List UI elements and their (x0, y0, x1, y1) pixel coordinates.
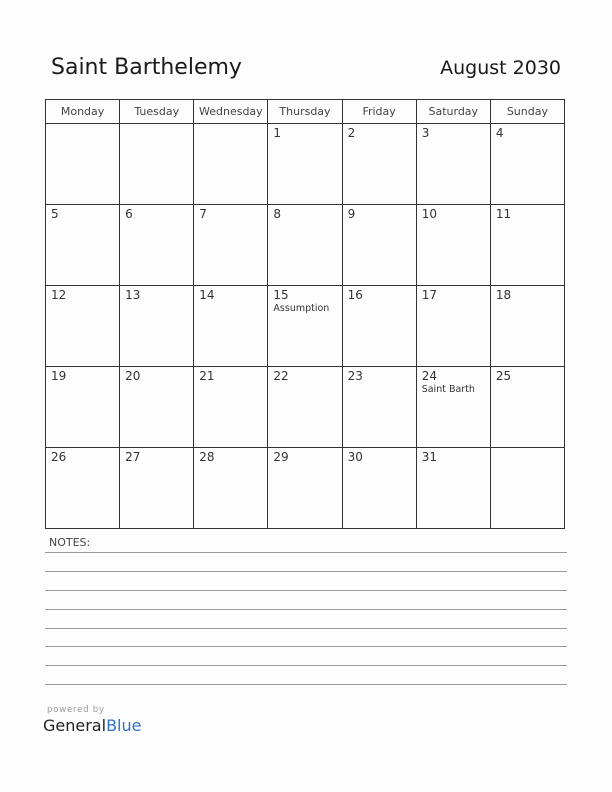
weekday-header: Thursday (268, 100, 342, 124)
weekday-header: Sunday (490, 100, 564, 124)
calendar-day-cell (490, 205, 564, 286)
calendar-week-row (46, 205, 565, 286)
calendar-day-cell (490, 286, 564, 367)
weekday-header: Wednesday (194, 100, 268, 124)
note-line (45, 590, 567, 591)
calendar-day-cell (194, 286, 268, 367)
weekday-header: Tuesday (120, 100, 194, 124)
calendar-week-row (46, 286, 565, 367)
calendar-day-cell (416, 124, 490, 205)
holiday-label: Saint Barth (421, 384, 475, 395)
weekday-header-row (46, 100, 565, 124)
calendar-day-cell (194, 124, 268, 205)
day-number: 10 (421, 207, 437, 221)
calendar-day-cell (268, 124, 342, 205)
calendar-day-cell (268, 448, 342, 529)
note-line (45, 665, 567, 666)
day-number: 17 (421, 288, 437, 302)
day-number: 1 (273, 126, 282, 140)
weekday-header: Friday (342, 100, 416, 124)
calendar-day-cell (342, 448, 416, 529)
calendar-day-cell (46, 286, 120, 367)
calendar-week-row (46, 448, 565, 529)
day-number: 11 (495, 207, 512, 221)
calendar-day-cell (268, 286, 342, 367)
day-number: 20 (125, 369, 141, 383)
day-number: 25 (495, 369, 512, 383)
day-number: 29 (273, 450, 289, 464)
day-number: 14 (199, 288, 215, 302)
calendar-day-cell (120, 205, 194, 286)
day-number: 31 (421, 450, 437, 464)
day-number: 23 (347, 369, 363, 383)
note-line (45, 628, 567, 629)
day-number: 9 (347, 207, 356, 221)
day-number: 28 (199, 450, 215, 464)
weekday-header: Monday (46, 100, 120, 124)
calendar-day-cell (46, 124, 120, 205)
calendar-month-title: August 2030 (440, 57, 561, 79)
brand-blue-text: Blue (106, 716, 142, 735)
note-line (45, 646, 567, 647)
calendar-day-cell (490, 367, 564, 448)
calendar-day-cell (268, 367, 342, 448)
calendar-day-cell (490, 448, 564, 529)
calendar-day-cell (46, 367, 120, 448)
day-number: 12 (51, 288, 67, 302)
day-number: 21 (199, 369, 215, 383)
generalblue-logo (43, 716, 141, 735)
calendar-day-cell (120, 367, 194, 448)
note-line (45, 552, 567, 553)
calendar-day-cell (46, 448, 120, 529)
day-number: 22 (273, 369, 289, 383)
day-number: 2 (347, 126, 356, 140)
day-number: 18 (495, 288, 512, 302)
calendar-day-cell (46, 205, 120, 286)
day-number: 26 (51, 450, 67, 464)
calendar-day-cell (490, 124, 564, 205)
calendar-day-cell (120, 448, 194, 529)
note-line (45, 571, 567, 572)
calendar-day-cell (120, 124, 194, 205)
day-number: 8 (273, 207, 282, 221)
calendar-day-cell (194, 448, 268, 529)
calendar-week-row (46, 124, 565, 205)
calendar-day-cell (416, 286, 490, 367)
calendar-day-cell (416, 205, 490, 286)
calendar-week-row (46, 367, 565, 448)
calendar-country-title: Saint Barthelemy (51, 55, 242, 80)
day-number: 24 (421, 369, 437, 383)
calendar-day-cell (342, 124, 416, 205)
calendar-day-cell (416, 448, 490, 529)
day-number: 5 (51, 207, 59, 221)
calendar-day-cell (194, 367, 268, 448)
calendar-day-cell (120, 286, 194, 367)
calendar-day-cell (342, 286, 416, 367)
day-number: 6 (125, 207, 133, 221)
calendar-grid (45, 99, 565, 529)
day-number: 27 (125, 450, 141, 464)
day-number: 30 (347, 450, 363, 464)
calendar-day-cell (416, 367, 490, 448)
note-line (45, 684, 567, 685)
day-number: 13 (125, 288, 141, 302)
calendar-day-cell (268, 205, 342, 286)
calendar-day-cell (342, 367, 416, 448)
day-number: 3 (421, 126, 430, 140)
note-line (45, 609, 567, 610)
day-number: 15 (273, 288, 289, 302)
calendar-day-cell (342, 205, 416, 286)
brand-general-text: General (43, 716, 107, 735)
day-number: 19 (51, 369, 67, 383)
day-number: 7 (199, 207, 207, 221)
weekday-header: Saturday (416, 100, 490, 124)
notes-label: NOTES: (49, 536, 91, 549)
day-number: 16 (347, 288, 363, 302)
calendar-day-cell (194, 205, 268, 286)
powered-by-text: powered by (47, 705, 105, 715)
holiday-label: Assumption (273, 303, 330, 314)
day-number: 4 (495, 126, 504, 140)
